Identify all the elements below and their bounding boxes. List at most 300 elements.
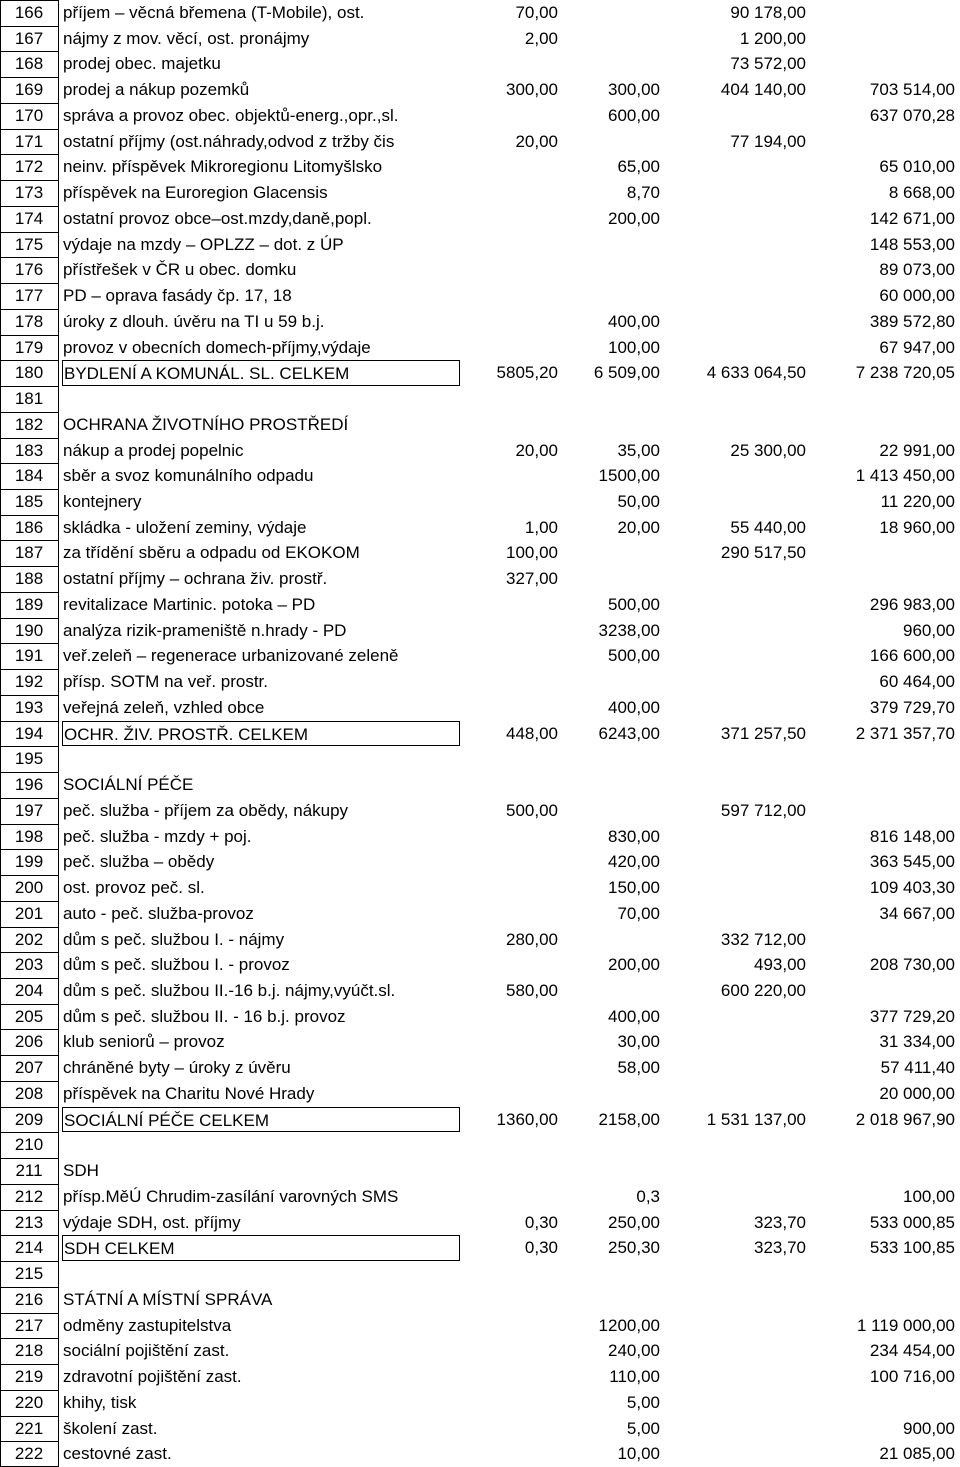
value-cell-1: 280,00 xyxy=(506,929,558,949)
value-cell-3 xyxy=(662,669,806,695)
value-cell-1 xyxy=(462,875,558,901)
value-cell-3: 493,00 xyxy=(754,955,806,975)
table-row xyxy=(0,1390,960,1416)
value-cell-4: 148 553,00 xyxy=(869,234,955,254)
table-row xyxy=(0,309,960,335)
description-cell: prodej obec. majetku xyxy=(63,54,221,74)
value-cell-3: 597 712,00 xyxy=(720,800,806,820)
row-number: 169 xyxy=(14,80,44,100)
value-cell-3 xyxy=(662,643,806,669)
value-cell-3: 332 712,00 xyxy=(720,929,806,949)
table-row xyxy=(0,77,960,103)
value-cell-3 xyxy=(662,154,806,180)
table-row xyxy=(0,978,960,1004)
description-cell: dům s peč. službou II.-16 b.j. nájmy,vyúčt.sl. xyxy=(63,981,396,1000)
value-cell-1 xyxy=(462,952,558,978)
value-cell-4: 2 371 357,70 xyxy=(855,723,955,743)
value-cell-3 xyxy=(662,695,806,721)
value-cell-2 xyxy=(560,1287,660,1313)
row-number: 214 xyxy=(14,1238,44,1258)
description-cell: ost. provoz peč. sl. xyxy=(63,878,205,898)
value-cell-2 xyxy=(560,566,660,592)
row-number: 216 xyxy=(14,1289,44,1309)
description-cell xyxy=(62,1132,460,1158)
row-number: 175 xyxy=(14,234,44,254)
row-number: 215 xyxy=(14,1264,44,1284)
value-cell-2: 8,70 xyxy=(626,183,660,203)
description-cell: sociální pojištění zast. xyxy=(63,1341,230,1361)
value-cell-2: 1500,00 xyxy=(598,466,660,486)
value-cell-2 xyxy=(560,669,660,695)
value-cell-4 xyxy=(808,1287,955,1313)
description-cell: klub seniorů – provoz xyxy=(63,1032,225,1052)
row-divider xyxy=(0,386,58,387)
value-cell-2: 2158,00 xyxy=(598,1109,660,1129)
row-number: 171 xyxy=(14,131,44,151)
row-divider xyxy=(0,283,58,284)
value-cell-1 xyxy=(462,463,558,489)
value-cell-3 xyxy=(662,1416,806,1442)
row-divider xyxy=(0,1132,58,1133)
value-cell-2: 5,00 xyxy=(626,1418,660,1438)
description-cell: veř.zeleň – regenerace urbanizované zeleně xyxy=(63,646,399,666)
value-cell-4: 389 572,80 xyxy=(869,311,955,331)
row-divider xyxy=(0,1158,58,1159)
table-row xyxy=(0,1210,960,1236)
description-cell: za třídění sběru a odpadu od EKOKOM xyxy=(63,543,360,563)
description-cell: ostatní provoz obce–ost.mzdy,daně,popl. xyxy=(63,208,372,228)
description-cell: revitalizace Martinic. potoka – PD xyxy=(63,594,316,614)
value-cell-2: 50,00 xyxy=(617,492,660,511)
value-cell-4 xyxy=(808,1390,955,1416)
value-cell-1 xyxy=(462,309,558,335)
value-cell-3 xyxy=(662,1158,806,1184)
row-divider xyxy=(0,51,58,52)
value-cell-4: 60 000,00 xyxy=(879,286,955,306)
table-row xyxy=(0,901,960,927)
value-cell-4: 11 220,00 xyxy=(880,492,955,511)
description-cell: PD – oprava fasády čp. 17, 18 xyxy=(63,286,292,306)
value-cell-1 xyxy=(462,1004,558,1030)
table-row xyxy=(0,927,960,953)
value-cell-2 xyxy=(560,1158,660,1184)
row-number: 209 xyxy=(14,1109,44,1129)
value-cell-1 xyxy=(462,1416,558,1442)
value-cell-2: 400,00 xyxy=(608,1006,660,1026)
value-cell-4: 89 073,00 xyxy=(879,260,955,280)
table-row xyxy=(0,1055,960,1081)
row-divider xyxy=(0,412,58,413)
row-number: 174 xyxy=(14,208,44,228)
table-row xyxy=(0,206,960,232)
table-row xyxy=(0,386,960,412)
value-cell-3 xyxy=(662,1184,806,1210)
row-number: 181 xyxy=(14,389,44,409)
description-cell: příspěvek na Charitu Nové Hrady xyxy=(63,1083,315,1103)
row-number: 221 xyxy=(14,1418,44,1438)
value-cell-2 xyxy=(560,1261,660,1287)
row-number: 200 xyxy=(14,878,44,898)
value-cell-4: 296 983,00 xyxy=(869,594,955,614)
description-cell xyxy=(62,386,460,412)
row-number: 167 xyxy=(14,28,44,48)
value-cell-1 xyxy=(462,103,558,129)
value-cell-4 xyxy=(808,798,955,824)
row-number: 168 xyxy=(14,54,44,74)
row-divider xyxy=(0,798,58,799)
value-cell-3 xyxy=(662,309,806,335)
row-number: 195 xyxy=(14,749,44,769)
value-cell-4 xyxy=(808,1261,955,1287)
table-row xyxy=(0,618,960,644)
description-cell xyxy=(62,746,460,772)
value-cell-4 xyxy=(808,1158,955,1184)
value-cell-4: 816 148,00 xyxy=(869,826,955,846)
row-divider xyxy=(0,566,58,567)
row-divider xyxy=(0,257,58,258)
value-cell-4: 22 991,00 xyxy=(879,440,955,460)
value-cell-4 xyxy=(808,746,955,772)
table-row xyxy=(0,566,960,592)
description-cell: cestovné zast. xyxy=(63,1444,172,1464)
table-row xyxy=(0,1338,960,1364)
row-number: 179 xyxy=(14,337,44,357)
value-cell-4: 703 514,00 xyxy=(869,80,955,100)
row-divider xyxy=(0,0,58,1)
value-cell-1: 448,00 xyxy=(506,723,558,743)
table-row xyxy=(0,1158,960,1184)
value-cell-1 xyxy=(462,1364,558,1390)
value-cell-2: 500,00 xyxy=(608,594,660,614)
value-cell-4: 21 085,00 xyxy=(879,1444,955,1464)
row-number: 166 xyxy=(14,3,44,22)
row-divider xyxy=(0,489,58,490)
value-cell-2: 30,00 xyxy=(617,1032,660,1052)
description-cell: STÁTNÍ A MÍSTNÍ SPRÁVA xyxy=(63,1289,273,1309)
value-cell-3 xyxy=(662,232,806,258)
value-cell-3 xyxy=(662,463,806,489)
description-cell: provoz v obecních domech-příjmy,výdaje xyxy=(63,337,371,357)
value-cell-4: 960,00 xyxy=(903,620,955,640)
value-cell-2 xyxy=(560,1081,660,1107)
description-cell: skládka - uložení zeminy, výdaje xyxy=(63,517,307,537)
row-divider xyxy=(0,515,58,516)
value-cell-1: 1,00 xyxy=(524,517,558,537)
value-cell-4: 18 960,00 xyxy=(879,517,955,537)
value-cell-4 xyxy=(808,978,955,1004)
table-row xyxy=(0,515,960,541)
row-divider xyxy=(0,129,58,130)
row-number: 219 xyxy=(14,1367,44,1387)
row-divider xyxy=(0,1364,58,1365)
row-number: 197 xyxy=(14,800,44,820)
value-cell-3 xyxy=(662,335,806,361)
value-cell-2: 110,00 xyxy=(609,1367,660,1387)
table-row xyxy=(0,952,960,978)
value-cell-3 xyxy=(662,103,806,129)
value-cell-3 xyxy=(662,206,806,232)
value-cell-1 xyxy=(462,1313,558,1339)
value-cell-3 xyxy=(662,1287,806,1313)
table-row xyxy=(0,26,960,52)
value-cell-4 xyxy=(808,566,955,592)
value-cell-1 xyxy=(462,1132,558,1158)
value-cell-4: 57 411,40 xyxy=(880,1058,955,1078)
row-divider xyxy=(0,746,58,747)
value-cell-1 xyxy=(462,1055,558,1081)
value-cell-3: 323,70 xyxy=(754,1238,806,1258)
value-cell-3: 404 140,00 xyxy=(720,80,806,100)
value-cell-1 xyxy=(462,901,558,927)
description-cell: zdravotní pojištění zast. xyxy=(63,1367,242,1387)
value-cell-2: 250,30 xyxy=(608,1238,660,1258)
total-row xyxy=(0,360,960,386)
value-cell-4: 208 730,00 xyxy=(869,955,955,975)
value-cell-1 xyxy=(462,489,558,515)
value-cell-1: 5805,20 xyxy=(496,363,558,383)
value-cell-2: 400,00 xyxy=(608,311,660,331)
value-cell-1 xyxy=(462,592,558,618)
value-cell-2: 600,00 xyxy=(608,105,660,125)
table-row xyxy=(0,875,960,901)
description-cell: výdaje SDH, ost. příjmy xyxy=(63,1212,241,1232)
value-cell-4: 142 671,00 xyxy=(869,208,955,228)
value-cell-2 xyxy=(560,232,660,258)
row-number: 206 xyxy=(14,1032,44,1052)
row-divider xyxy=(0,438,58,439)
row-number: 208 xyxy=(14,1083,44,1103)
table-row xyxy=(0,849,960,875)
total-row xyxy=(0,1107,960,1133)
table-row xyxy=(0,257,960,283)
value-cell-1 xyxy=(462,335,558,361)
value-cell-3: 600 220,00 xyxy=(720,981,806,1000)
row-divider xyxy=(0,1313,58,1314)
description-cell: dům s peč. službou I. - provoz xyxy=(63,955,290,975)
value-cell-1 xyxy=(462,1261,558,1287)
description-cell: správa a provoz obec. objektů-energ.,opr.,sl. xyxy=(63,105,399,125)
row-number: 185 xyxy=(14,492,44,511)
value-cell-4: 363 545,00 xyxy=(869,852,955,872)
value-cell-3 xyxy=(662,1081,806,1107)
value-cell-2: 500,00 xyxy=(608,646,660,666)
value-cell-3 xyxy=(662,1313,806,1339)
row-divider xyxy=(0,927,58,928)
value-cell-3: 1 200,00 xyxy=(739,28,806,48)
value-cell-3: 55 440,00 xyxy=(730,517,806,537)
row-divider xyxy=(0,643,58,644)
table-row xyxy=(0,51,960,77)
value-cell-4 xyxy=(808,772,955,798)
value-cell-3: 323,70 xyxy=(754,1212,806,1232)
description-cell: neinv. příspěvek Mikroregionu Litomyšlsko xyxy=(63,157,383,177)
value-cell-2: 300,00 xyxy=(608,80,660,100)
value-cell-1 xyxy=(462,1390,558,1416)
table-row xyxy=(0,103,960,129)
description-cell: peč. služba – obědy xyxy=(63,852,215,872)
value-cell-4: 1 413 450,00 xyxy=(855,466,955,486)
value-cell-3 xyxy=(662,283,806,309)
total-row xyxy=(0,1235,960,1261)
table-row xyxy=(0,824,960,850)
row-divider xyxy=(0,1029,58,1030)
value-cell-4: 65 010,00 xyxy=(879,157,955,177)
row-divider xyxy=(0,463,58,464)
table-row xyxy=(0,129,960,155)
value-cell-1 xyxy=(462,232,558,258)
table-row xyxy=(0,1132,960,1158)
value-cell-4 xyxy=(808,927,955,953)
description-cell: peč. služba - příjem za obědy, nákupy xyxy=(63,800,349,820)
value-cell-1: 1360,00 xyxy=(496,1109,558,1129)
description-cell: sběr a svoz komunálního odpadu xyxy=(63,466,314,486)
total-row xyxy=(0,721,960,747)
value-cell-1 xyxy=(462,257,558,283)
description-cell: nákup a prodej popelnic xyxy=(63,440,244,460)
row-number: 202 xyxy=(14,929,44,949)
row-number: 207 xyxy=(14,1058,44,1078)
row-number: 186 xyxy=(14,517,44,537)
value-cell-1 xyxy=(462,1029,558,1055)
row-divider xyxy=(0,309,58,310)
value-cell-2 xyxy=(560,257,660,283)
row-divider xyxy=(0,1416,58,1417)
value-cell-3 xyxy=(662,849,806,875)
value-cell-4 xyxy=(808,26,955,52)
description-cell xyxy=(62,1261,460,1287)
table-row xyxy=(0,283,960,309)
value-cell-2: 150,00 xyxy=(608,878,660,898)
row-number: 194 xyxy=(14,723,44,743)
table-row xyxy=(0,1416,960,1442)
value-cell-2 xyxy=(560,412,660,438)
table-row xyxy=(0,746,960,772)
value-cell-4: 100 716,00 xyxy=(869,1367,955,1387)
value-cell-4 xyxy=(808,386,955,412)
row-number: 218 xyxy=(14,1341,44,1361)
row-number: 220 xyxy=(14,1392,44,1412)
value-cell-1: 0,30 xyxy=(524,1212,558,1232)
value-cell-4: 109 403,30 xyxy=(869,878,955,898)
table-row xyxy=(0,438,960,464)
value-cell-1 xyxy=(462,772,558,798)
row-divider xyxy=(0,1287,58,1288)
value-cell-3 xyxy=(662,1055,806,1081)
value-cell-1 xyxy=(462,180,558,206)
description-cell: OCHRANA ŽIVOTNÍHO PROSTŘEDÍ xyxy=(63,414,349,434)
value-cell-1 xyxy=(462,412,558,438)
value-cell-2: 1200,00 xyxy=(598,1315,660,1335)
description-cell: dům s peč. službou II. - 16 b.j. provoz xyxy=(63,1006,346,1026)
value-cell-4: 1 119 000,00 xyxy=(857,1315,955,1335)
row-number: 180 xyxy=(14,363,44,383)
row-number: 191 xyxy=(14,646,44,666)
description-cell: chráněné byty – úroky z úvěru xyxy=(63,1058,291,1078)
row-divider xyxy=(0,1441,58,1442)
row-divider xyxy=(0,154,58,155)
row-divider xyxy=(0,978,58,979)
row-number: 192 xyxy=(14,672,44,692)
value-cell-4: 637 070,28 xyxy=(869,105,955,125)
table-row xyxy=(0,540,960,566)
table-row xyxy=(0,463,960,489)
value-cell-2: 5,00 xyxy=(626,1392,660,1412)
row-divider xyxy=(0,1184,58,1185)
value-cell-4: 8 668,00 xyxy=(888,183,955,203)
value-cell-3 xyxy=(662,772,806,798)
table-row xyxy=(0,798,960,824)
value-cell-1 xyxy=(462,824,558,850)
row-divider xyxy=(0,1210,58,1211)
value-cell-4: 67 947,00 xyxy=(879,337,955,357)
row-number: 201 xyxy=(14,903,44,923)
description-cell: dům s peč. službou I. - nájmy xyxy=(63,929,285,949)
table-row xyxy=(0,1004,960,1030)
table-row xyxy=(0,1261,960,1287)
value-cell-2 xyxy=(560,978,660,1004)
value-cell-3 xyxy=(662,257,806,283)
value-cell-3 xyxy=(662,1004,806,1030)
value-cell-4: 60 464,00 xyxy=(879,672,955,692)
row-number: 183 xyxy=(14,440,44,460)
row-divider xyxy=(0,721,58,722)
table-row xyxy=(0,0,960,26)
row-divider xyxy=(0,1235,58,1236)
value-cell-4 xyxy=(808,0,955,26)
value-cell-4: 533 000,85 xyxy=(869,1212,955,1232)
value-cell-4: 34 667,00 xyxy=(879,903,955,923)
value-cell-3 xyxy=(662,412,806,438)
description-cell: přísp. SOTM na veř. prostr. xyxy=(63,672,269,692)
row-number: 190 xyxy=(14,620,44,640)
value-cell-2: 6 509,00 xyxy=(593,363,660,383)
row-number: 198 xyxy=(14,826,44,846)
value-cell-4: 379 729,70 xyxy=(869,697,955,717)
value-cell-2 xyxy=(560,386,660,412)
value-cell-3 xyxy=(662,1261,806,1287)
value-cell-3: 290 517,50 xyxy=(720,543,806,563)
value-cell-3 xyxy=(662,489,806,515)
table-row xyxy=(0,1081,960,1107)
table-row xyxy=(0,232,960,258)
value-cell-3: 1 531 137,00 xyxy=(706,1109,806,1129)
row-number: 199 xyxy=(14,852,44,872)
value-cell-1: 20,00 xyxy=(515,440,558,460)
value-cell-3: 371 257,50 xyxy=(720,723,806,743)
value-cell-2: 240,00 xyxy=(608,1341,660,1361)
value-cell-2 xyxy=(560,0,660,26)
row-divider xyxy=(0,1107,58,1108)
value-cell-3 xyxy=(662,1132,806,1158)
row-number: 189 xyxy=(14,594,44,614)
value-cell-3: 4 633 064,50 xyxy=(706,363,806,383)
table-row xyxy=(0,180,960,206)
value-cell-2: 830,00 xyxy=(608,826,660,846)
value-cell-1 xyxy=(462,849,558,875)
description-cell: OCHR. ŽIV. PROSTŘ. CELKEM xyxy=(62,721,460,747)
value-cell-2 xyxy=(560,540,660,566)
value-cell-1: 2,00 xyxy=(524,28,558,48)
value-cell-1 xyxy=(462,154,558,180)
value-cell-1 xyxy=(462,206,558,232)
description-cell: veřejná zeleň, vzhled obce xyxy=(63,697,265,717)
row-divider xyxy=(0,824,58,825)
row-number: 196 xyxy=(14,775,44,795)
value-cell-2: 420,00 xyxy=(608,852,660,872)
value-cell-1 xyxy=(462,1184,558,1210)
row-number: 211 xyxy=(15,1161,43,1181)
table-row xyxy=(0,669,960,695)
